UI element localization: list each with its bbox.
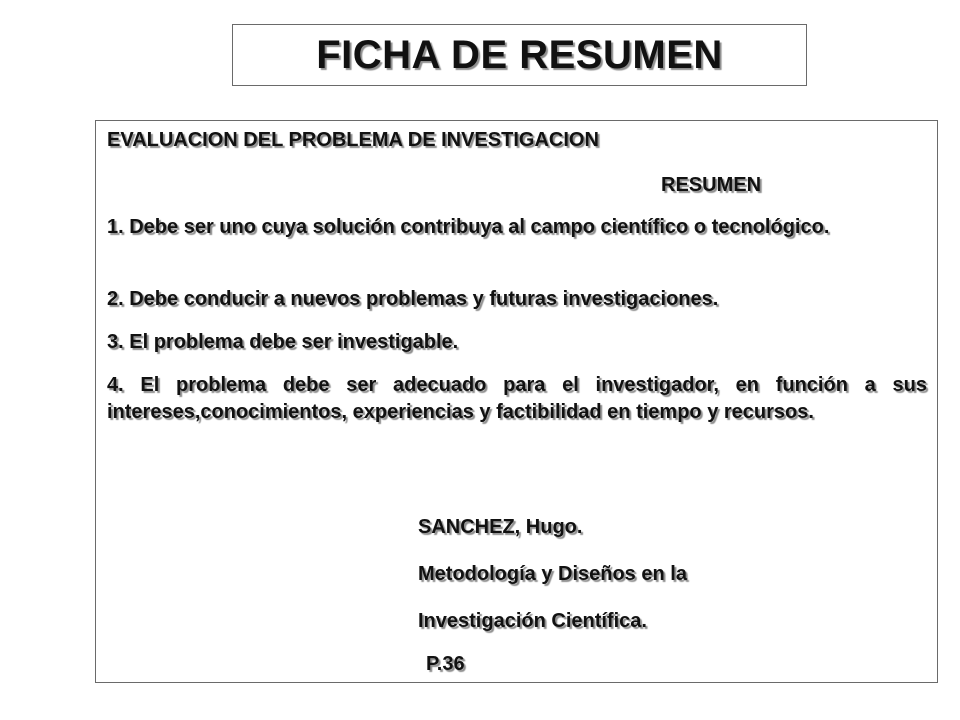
reference-title-line-2: Investigación Científica.: [418, 610, 647, 632]
summary-item-4: 4. El problema debe ser adecuado para el investigador, en función a sus intereses,conocimientos, experiencias y factibilidad en tiempo y recursos.: [107, 374, 927, 423]
summary-item-3: 3. El problema debe ser investigable.: [107, 331, 459, 353]
summary-label: RESUMEN: [661, 174, 762, 196]
summary-item-1: 1. Debe ser uno cuya solución contribuya al campo científico o tecnológico.: [107, 216, 830, 238]
reference-author: SANCHEZ, Hugo.: [418, 516, 583, 538]
section-heading: EVALUACION DEL PROBLEMA DE INVESTIGACION: [107, 129, 599, 151]
summary-item-2: 2. Debe conducir a nuevos problemas y futuras investigaciones.: [107, 288, 719, 310]
reference-page: P.36: [426, 653, 465, 675]
reference-title-line-1: Metodología y Diseños en la: [418, 563, 687, 585]
title-box: [232, 24, 807, 86]
summary-panel: [95, 120, 938, 683]
page-title: FICHA DE RESUMEN: [316, 33, 723, 77]
